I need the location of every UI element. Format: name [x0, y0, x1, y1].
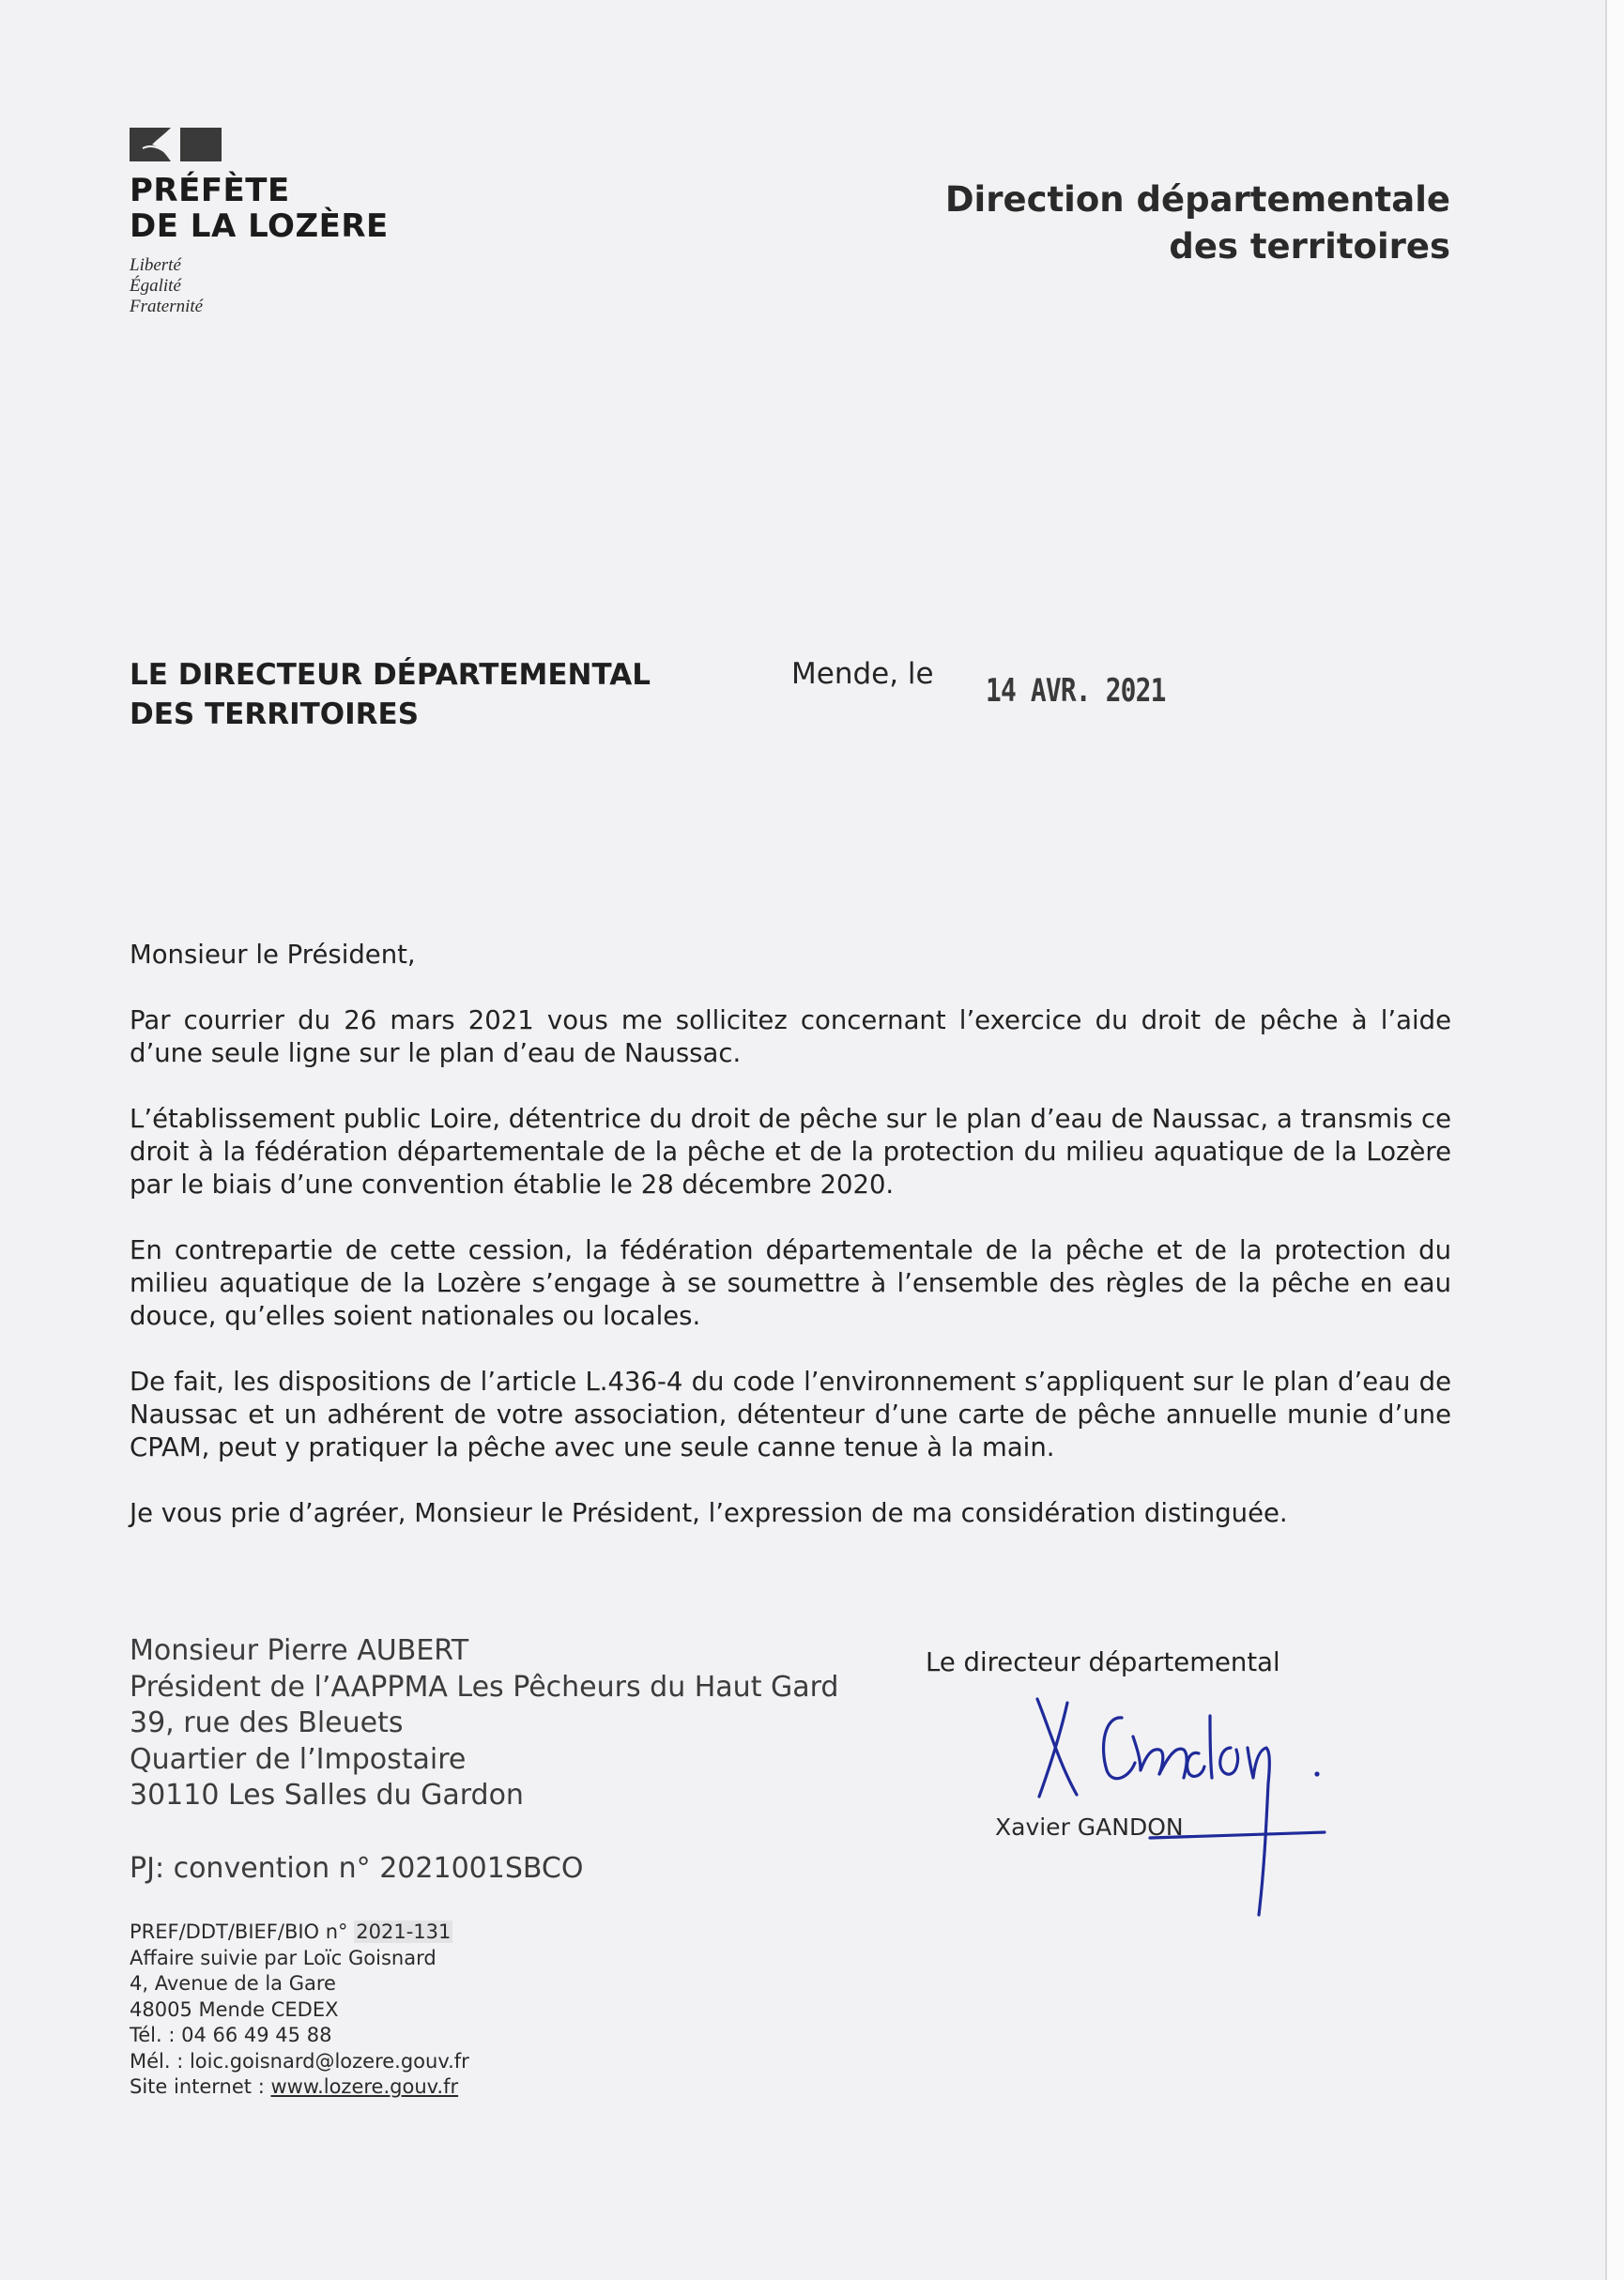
closing-formula: Je vous prie d’agréer, Monsieur le Président, l’expression de ma considération distinguée.	[130, 1498, 1288, 1528]
motto-fraternite: Fraternité	[130, 297, 204, 316]
recipient-line-1: Monsieur Pierre AUBERT	[130, 1634, 469, 1667]
attachment-note: PJ: convention n° 2021001SBCO	[130, 1852, 584, 1885]
sender-title-line-1: LE DIRECTEUR DÉPARTEMENTAL	[130, 658, 651, 692]
website-line	[130, 2074, 469, 2101]
sender-title-line-2: DES TERRITOIRES	[130, 697, 420, 731]
office-address-line-1: 4, Avenue de la Gare	[130, 1972, 336, 1995]
marianne-logo-icon	[130, 128, 222, 161]
reference-number: 2021-131	[356, 1920, 452, 1943]
republic-motto	[130, 255, 430, 317]
body-paragraph-3: En contrepartie de cette cession, la fédération départementale de la pêche et de la protection du milieu aquatique de la Lozère s’engage à se soumettre à l’ensemble des règles de la pêche en eau douce, qu’elles soient nationales ou locales.	[130, 1235, 1451, 1331]
prefecture-logo-block	[130, 128, 430, 317]
prefecture-name-line-2: DE LA LOZÈRE	[130, 207, 389, 245]
body-paragraph-2: L’établissement public Loire, détentrice du droit de pêche sur le plan d’eau de Naussac, a transmis ce droit à la fédération départementale de la pêche et de la protection du milieu aquatique de la Lozère par le biais d’une convention établie le 28 décembre 2020.	[130, 1104, 1451, 1200]
motto-liberte: Liberté	[130, 255, 181, 275]
recipient-address	[130, 1633, 838, 1814]
direction-line-1: Direction départementale	[944, 179, 1450, 220]
letter-body	[130, 939, 1451, 1563]
email-address: Mél. : loic.goisnard@lozere.gouv.fr	[130, 2049, 469, 2073]
motto-egalite: Égalité	[130, 276, 181, 296]
footer-contact	[130, 1920, 469, 2101]
reference-line	[130, 1920, 469, 1946]
website-label: Site internet :	[130, 2075, 265, 2098]
recipient-line-2: Président de l’AAPPMA Les Pêcheurs du Haut Gard	[130, 1670, 839, 1704]
body-paragraph-4: De fait, les dispositions de l’article L.436-4 du code l’environnement s’appliquent sur le plan d’eau de Naussac et un adhérent de votre association, détenteur d’une carte de pêche annuelle munie d’une CPAM, peut y pratiquer la pêche avec une seule canne tenue à la main.	[130, 1367, 1451, 1462]
office-address-line-2: 48005 Mende CEDEX	[130, 1997, 339, 2021]
handwritten-signature-icon	[1019, 1680, 1328, 1934]
body-paragraph-1: Par courrier du 26 mars 2021 vous me sollicitez concernant l’exercice du droit de pêche à l’aide d’une seule ligne sur le plan d’eau de Naussac.	[130, 1005, 1451, 1068]
reference-prefix: PREF/DDT/BIEF/BIO n°	[130, 1920, 348, 1943]
case-handler: Affaire suivie par Loïc Goisnard	[130, 1946, 437, 1969]
sender-title	[130, 655, 651, 734]
signatory-title: Le directeur départemental	[926, 1647, 1280, 1677]
salutation: Monsieur le Président,	[130, 940, 416, 970]
recipient-line-4: Quartier de l’Impostaire	[130, 1742, 467, 1776]
date-label: Mende, le	[791, 657, 934, 691]
paper-edge	[1605, 0, 1624, 2280]
direction-heading	[945, 176, 1450, 270]
signatory-name: Xavier GANDON	[995, 1813, 1184, 1841]
recipient-line-5: 30110 Les Salles du Gardon	[130, 1779, 524, 1812]
direction-line-2: des territoires	[1169, 226, 1450, 267]
date-stamp: 14 AVR. 2021	[986, 672, 1166, 710]
prefecture-name-line-1: PRÉFÈTE	[130, 172, 290, 209]
phone-number: Tél. : 04 66 49 45 88	[130, 2024, 332, 2046]
recipient-line-3: 39, rue des Bleuets	[130, 1706, 404, 1739]
website-link[interactable]: www.lozere.gouv.fr	[270, 2075, 459, 2098]
